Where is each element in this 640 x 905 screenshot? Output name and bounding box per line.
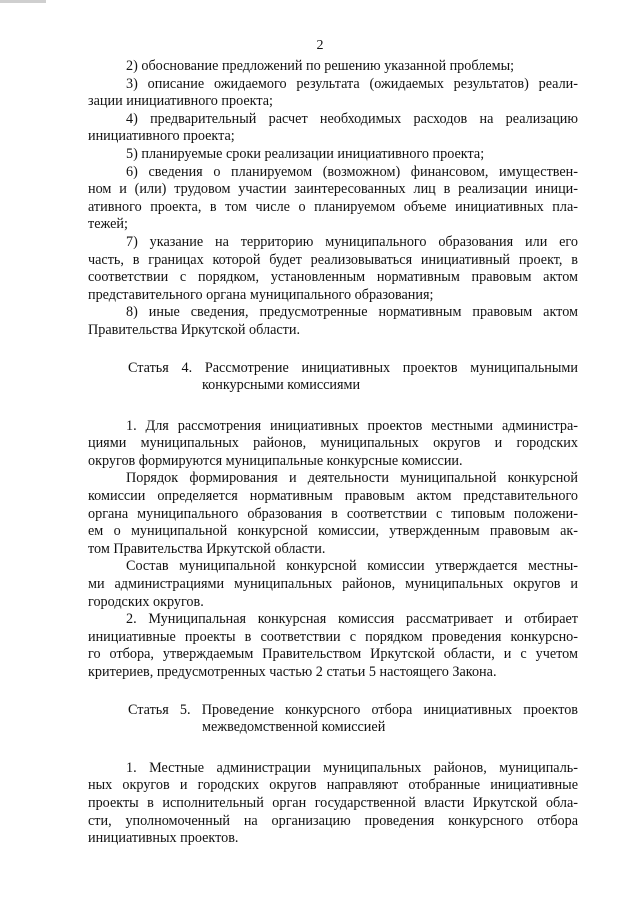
text-line: соответствии с порядком, установленным нормативным правовым актом — [88, 269, 578, 286]
list-item — [88, 164, 578, 234]
list-item — [88, 146, 578, 164]
article-5-paragraph — [88, 760, 578, 848]
text-line: го отбора, утверждаемым Правительством Иркутской области, и с учетом — [88, 646, 578, 663]
text-line: 4) предварительный расчет необходимых расходов на реализацию — [126, 110, 578, 127]
text-line: Состав муниципальной конкурсной комиссии утверждается местны- — [126, 558, 578, 575]
list-items — [88, 58, 578, 340]
text-line: Порядок формирования и деятельности муниципальной конкурсной — [126, 470, 578, 487]
article-4-paragraph — [88, 558, 578, 611]
page-number: 2 — [316, 38, 324, 53]
text-line: зации инициативного проекта; — [88, 93, 273, 110]
article-4-title-line-1: Статья 4. Рассмотрение инициативных проектов муниципальными — [128, 359, 578, 376]
text-line: часть, в границах которой будет реализовываться инициативный проект, в — [88, 251, 578, 268]
text-line: органа муниципального образования в соответствии с типовым положени- — [88, 505, 578, 522]
article-4-body — [88, 418, 578, 682]
article-4-paragraph — [88, 611, 578, 681]
article-4-title — [88, 360, 578, 395]
text-line: 8) иные сведения, предусмотренные нормативным правовым актом — [126, 304, 578, 321]
text-line: критериев, предусмотренных частью 2 статьи 5 настоящего Закона. — [88, 664, 497, 680]
text-line: 3) описание ожидаемого результата (ожидаемых результатов) реали- — [126, 75, 578, 92]
document-body — [88, 58, 578, 848]
text-line: ном и (или) трудовом участии заинтересованных лиц в реализации иници- — [88, 181, 578, 198]
text-line: ативного проекта, в том числе о планируемом объеме инициативных пла- — [88, 198, 578, 215]
text-line: городских округов. — [88, 593, 204, 610]
text-line: представительного органа муниципального образования; — [88, 286, 434, 303]
text-line: 2. Муниципальная конкурсная комиссия рассматривает и отбирает — [126, 611, 578, 628]
text-line: проекты в исполнительный орган государственной власти Иркутской обла- — [88, 794, 578, 811]
article-4-paragraph — [88, 418, 578, 471]
article-5-title — [88, 702, 578, 737]
text-line: 6) сведения о планируемом (возможном) финансовом, имуществен- — [126, 163, 578, 180]
text-line: том Правительства Иркутской области. — [88, 540, 326, 557]
article-4-title-line-2: конкурсными комиссиями — [202, 377, 361, 394]
text-line: ем о муниципальной конкурсной комиссии, утвержденным правовым ак- — [88, 523, 578, 540]
text-line: инициативных проектов. — [88, 830, 239, 847]
article-4-paragraph — [88, 470, 578, 558]
scan-corner-mark — [0, 0, 46, 3]
text-line: ми администрациями муниципальных районов, муниципальных округов и — [88, 576, 578, 593]
list-item — [88, 58, 578, 76]
list-item — [88, 76, 578, 111]
text-line: инициативного проекта; — [88, 128, 235, 145]
article-5-title-line-1: Статья 5. Проведение конкурсного отбора инициативных проектов — [128, 701, 578, 718]
text-line: комиссии определяется нормативным правовым актом представительного — [88, 488, 578, 505]
text-line: 1. Местные администрации муниципальных районов, муниципаль- — [126, 759, 578, 776]
article-5-title-line-2: межведомственной комиссией — [202, 719, 386, 736]
article-5-body — [88, 760, 578, 848]
text-line: инициативные проекты в соответствии с порядком проведения конкурсно- — [88, 628, 578, 645]
text-line: округов формируются муниципальные конкурсные комиссии. — [88, 452, 463, 469]
text-line: циями муниципальных районов, муниципальных округов и городских — [88, 435, 578, 452]
text-line: тежей; — [88, 216, 128, 233]
list-item — [88, 304, 578, 339]
text-line: сти, уполномоченный на организацию проведения конкурсного отбора — [88, 812, 578, 829]
text-line: 2) обоснование предложений по решению указанной проблемы; — [126, 58, 515, 74]
text-line: 5) планируемые сроки реализации инициативного проекта; — [126, 145, 485, 162]
text-line: 7) указание на территорию муниципального образования или его — [126, 233, 578, 250]
list-item — [88, 111, 578, 146]
list-item — [88, 234, 578, 304]
text-line: 1. Для рассмотрения инициативных проектов местными администра- — [126, 417, 578, 434]
text-line: Правительства Иркутской области. — [88, 321, 301, 338]
text-line: ных округов и городских округов направляют отобранные инициативные — [88, 777, 578, 794]
